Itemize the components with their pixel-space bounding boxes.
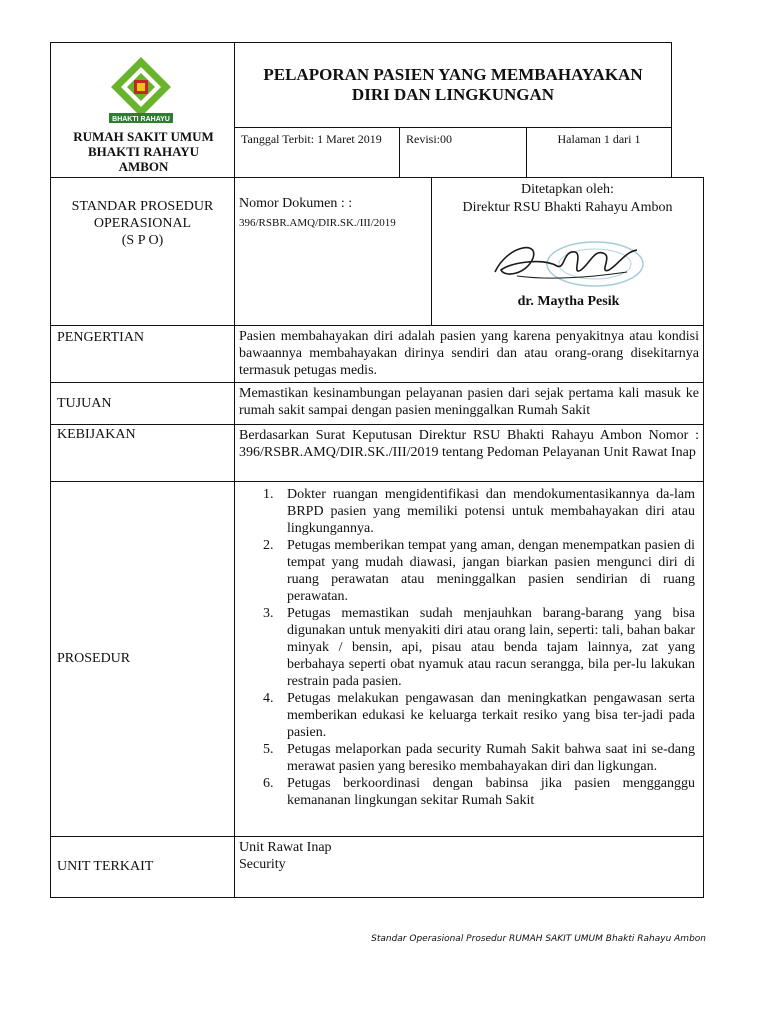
spo-label: STANDAR PROSEDUR OPERASIONAL (S P O) (50, 177, 235, 326)
related-unit: Security (239, 857, 286, 872)
content-pengertian: Pasien membahayakan diri adalah pasien yang karena penyakitnya atau kondisi bawaannya membahayakan dirinya sendiri dan atau orang-orang disekitarnya termasuk petugas medis. (234, 325, 704, 383)
page-number: Halaman 1 dari 1 (526, 127, 672, 178)
label-unit-terkait: UNIT TERKAIT (50, 836, 235, 898)
document-number-cell (234, 177, 432, 326)
issue-date: Tanggal Terbit: 1 Maret 2019 (234, 127, 400, 178)
list-item: 5. Petugas melaporkan pada security Rumah Sakit bahwa saat ini se-dang merawat pasien yang beresiko membahayakan diri dan ligkungan. (263, 742, 695, 774)
logo-cell (50, 42, 235, 178)
procedure-list (239, 484, 699, 809)
content-tujuan: Memastikan kesinambungan pelayanan pasien dari sejak pertama kali masuk ke rumah sakit sampai dengan pasien meninggalkan Rumah Sakit (234, 382, 704, 425)
logo-text: BHAKTI RAHAYU (112, 116, 170, 123)
list-item: 1. Dokter ruangan mengidentifikasi dan mendokumentasikannya da-lam BRPD pasien yang memiliki potensi untuk membahayakan diri atau lingkungannya. (263, 487, 695, 536)
label-pengertian: PENGERTIAN (50, 325, 235, 383)
list-item: 3. Petugas memastikan sudah menjauhkan barang-barang yang bisa digunakan untuk menyakiti diri atau orang lain, seperti: tali, bahan bakar minyak / bensin, api, pisau atau benda tajam lainnya, zat yang berbahaya seperti obat nyamuk atau racun serangga, bila per-lu lakukan restrain pada pasien. (263, 606, 695, 689)
hospital-logo (101, 55, 181, 125)
content-prosedur (234, 481, 704, 837)
page-footer: Standar Operasional Prosedur RUMAH SAKIT UMUM Bhakti Rahayu Ambon (371, 934, 706, 944)
revision: Revisi:00 (399, 127, 527, 178)
related-unit: Unit Rawat Inap (239, 840, 332, 855)
list-item: 4. Petugas melakukan pengawasan dan meningkatkan pengawasan serta memberikan edukasi ke keluarga terkait resiko yang bisa ter-jadi pada pasien. (263, 691, 695, 740)
content-kebijakan: Berdasarkan Surat Keputusan Direktur RSU Bhakti Rahayu Ambon Nomor : 396/RSBR.AMQ/DIR.SK./III/2019 tentang Pedoman Pelayanan Unit Rawat Inap (234, 424, 704, 482)
document-title: PELAPORAN PASIEN YANG MEMBAHAYAKAN DIRI DAN LINGKUNGAN (234, 42, 672, 128)
document-number-label: Nomor Dokumen : : (239, 196, 353, 211)
label-kebijakan: KEBIJAKAN (50, 424, 235, 482)
content-unit-terkait (234, 836, 704, 898)
meta-row (234, 127, 672, 178)
approver-title: Direktur RSU Bhakti Rahayu Ambon (462, 200, 673, 215)
signature-stamp (487, 236, 647, 290)
document-header (50, 42, 672, 178)
hospital-name: RUMAH SAKIT UMUM BHAKTI RAHAYU AMBON (73, 129, 214, 174)
approved-by-label: Ditetapkan oleh: (521, 182, 614, 197)
signer-name: dr. Maytha Pesik (517, 294, 620, 309)
label-tujuan: TUJUAN (50, 382, 235, 425)
document-number: 396/RSBR.AMQ/DIR.SK./III/2019 (239, 217, 396, 229)
list-item: 2. Petugas memberikan tempat yang aman, dengan menempatkan pasien di tempat yang mudah diawasi, jangan biarkan pasien mengunci diri di ruang perawatan atau meninggalkan pasien sendirian di ruang perawatan. (263, 538, 695, 604)
approval-cell (431, 177, 704, 326)
spo-table (50, 177, 704, 898)
label-prosedur: PROSEDUR (50, 481, 235, 837)
list-item: 6. Petugas berkoordinasi dengan babinsa jika pasien mengganggu kemananan lingkungan sekitar Rumah Sakit (263, 776, 695, 808)
